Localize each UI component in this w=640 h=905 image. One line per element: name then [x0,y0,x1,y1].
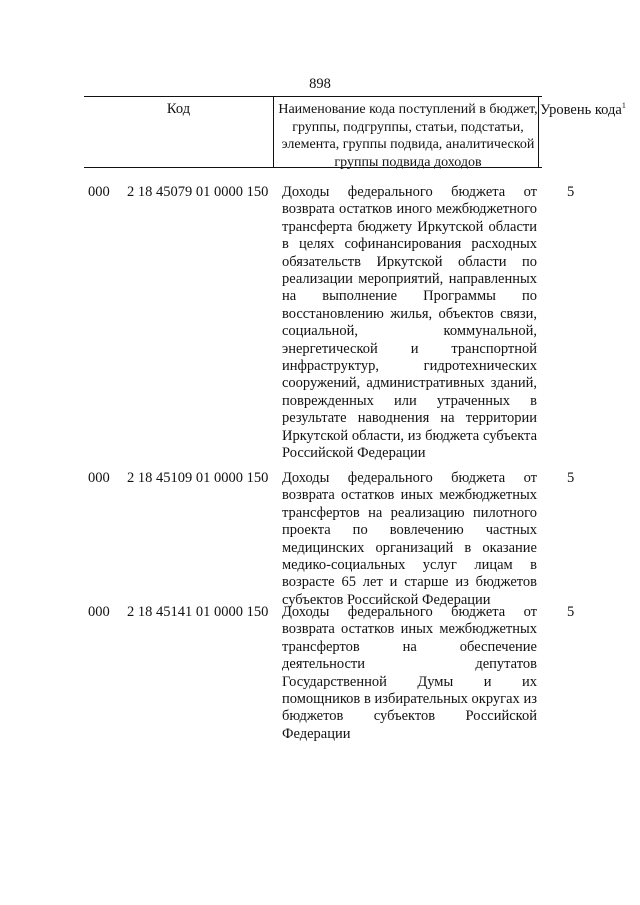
header-level-text: Уровень кода [540,102,622,118]
header-code: Код [166,101,191,117]
code-level: 5 [567,470,575,486]
income-code: 2 18 45079 01 0000 150 [127,184,269,200]
column-divider [273,97,274,167]
header-name: Наименование кода поступлений в бюджет, группы, подгруппы, статьи, подстатьи, элемента, группы подвида, аналитической группы подвида доходов [278,102,538,170]
income-name: Доходы федерального бюджета от возврата остатков иного межбюджетного трансферта бюджету Иркутской области в целях софинансирования расходных обязательств Иркутской области по реализации мероприятий, направленных на выполнение Программы по восстановлению жилья, объектов связи, социальной, коммунальной, энергетической и транспортной инфраструктур, гидротехнических сооружений, административных зданий, поврежденных или утраченных в результате наводнения на территории Иркутской области, из бюджета субъекта Российской Федерации [282,184,537,462]
admin-code: 000 [88,470,110,486]
income-name: Доходы федерального бюджета от возврата остатков иных межбюджетных трансфертов на реализацию пилотного проекта по вовлечению частных медицинских организаций в оказание медико-социальных услуг лицам в возрасте 65 лет и старше из бюджетов субъектов Российской Федерации [282,470,537,608]
income-code: 2 18 45109 01 0000 150 [127,470,269,486]
income-name: Доходы федерального бюджета от возврата остатков иных межбюджетных трансфертов на обеспечение деятельности депутатов Государственной Думы и их помощников в избирательных округах из бюджетов субъектов Российской Федерации [282,604,537,742]
income-code: 2 18 45141 01 0000 150 [127,604,269,620]
header-level [539,101,627,119]
code-level: 5 [567,604,575,620]
code-level: 5 [567,184,575,200]
admin-code: 000 [88,604,110,620]
page-number: 898 [309,76,331,92]
table-header [84,96,626,170]
footnote-marker: 1 [621,101,626,111]
admin-code: 000 [88,184,110,200]
